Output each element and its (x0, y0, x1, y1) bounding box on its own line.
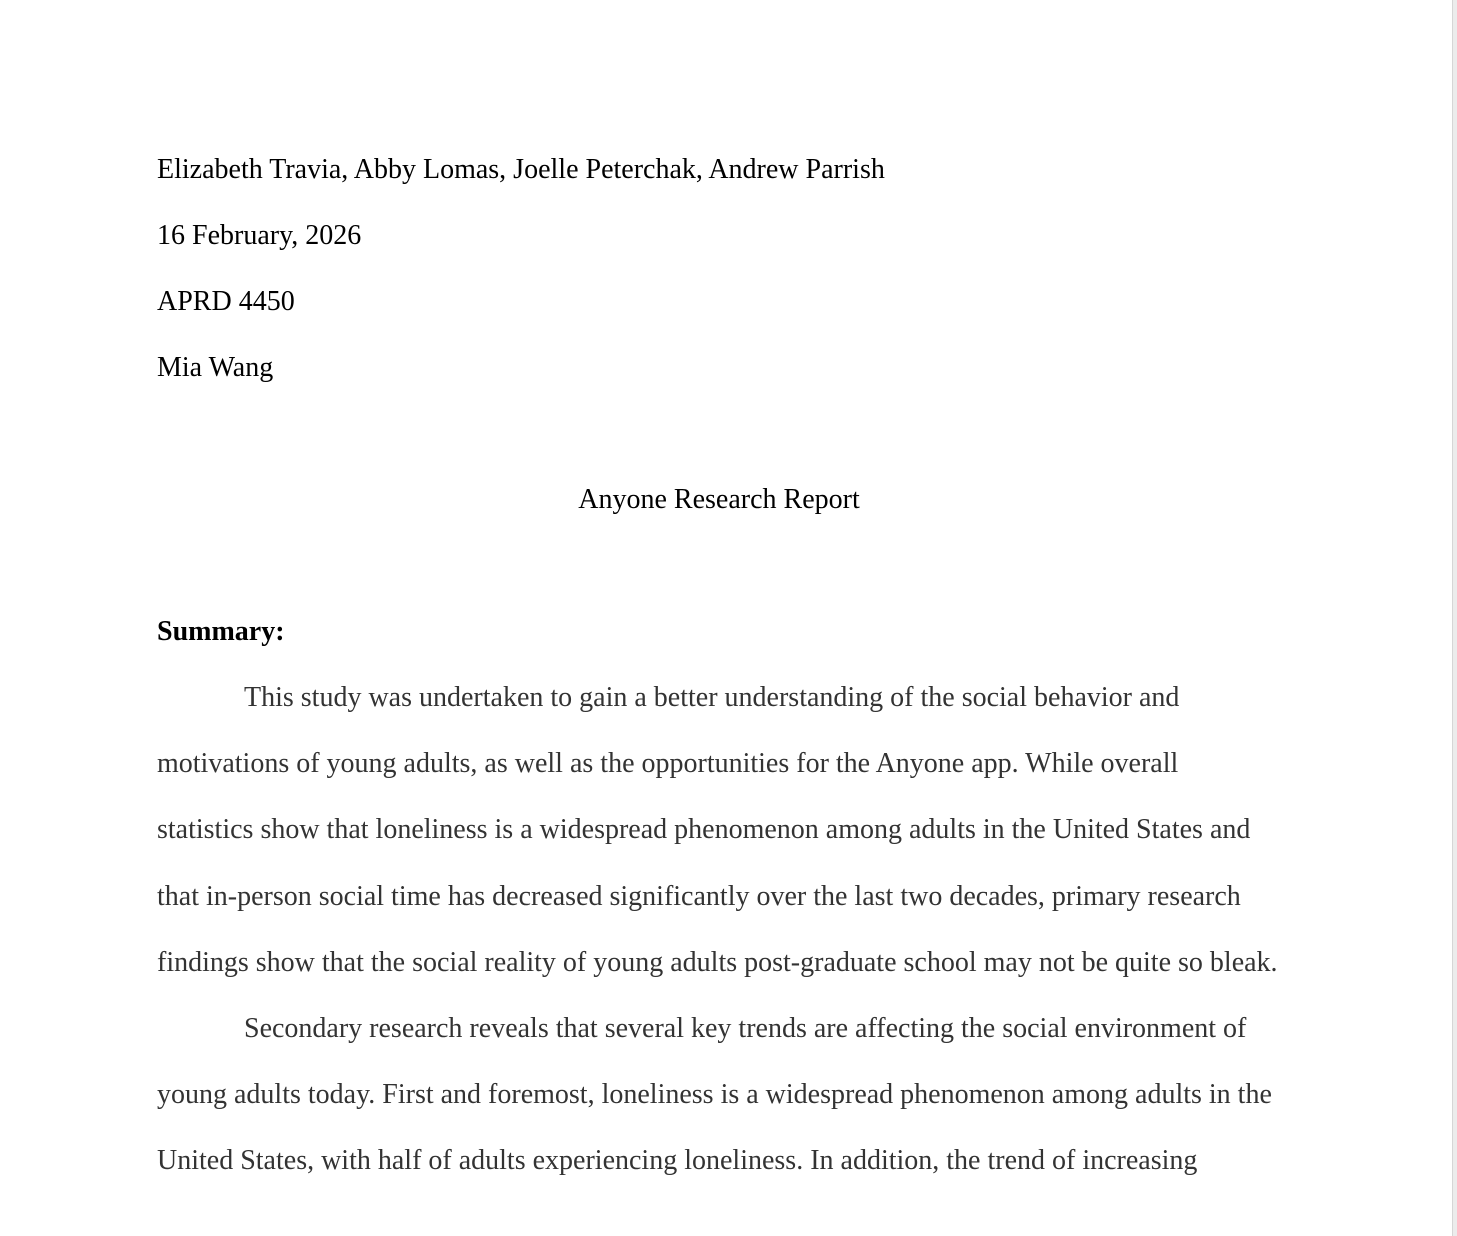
report-date: 16 February, 2026 (157, 220, 362, 251)
summary-paragraph: This study was undertaken to gain a better understanding of the social behavior and motivations of young adults, as well as the opportunities for the Anyone app. While overall statistics show that loneliness is a widespread phenomenon among adults in the United States and that in-person social time has decreased significantly over the last two decades, primary research findings show that the social reality of young adults post-graduate school may not be quite so bleak. (157, 682, 1278, 978)
summary-heading: Summary: (157, 616, 285, 647)
spacer (157, 414, 1297, 480)
author-names: Elizabeth Travia, Abby Lomas, Joelle Peterchak, Andrew Parrish (157, 154, 885, 185)
spacer (157, 546, 1297, 612)
course-code: APRD 4450 (157, 286, 295, 317)
summary-paragraph: Secondary research reveals that several key trends are affecting the social environment of young adults today. First and foremost, loneliness is a widespread phenomenon among adults in the United States, with half of adults experiencing loneliness. In addition, the trend of increasing (157, 1013, 1272, 1177)
instructor-name: Mia Wang (157, 352, 274, 383)
document-body (157, 150, 1297, 1208)
document-title: Anyone Research Report (578, 484, 860, 515)
page-edge-shadow (1452, 0, 1457, 1236)
